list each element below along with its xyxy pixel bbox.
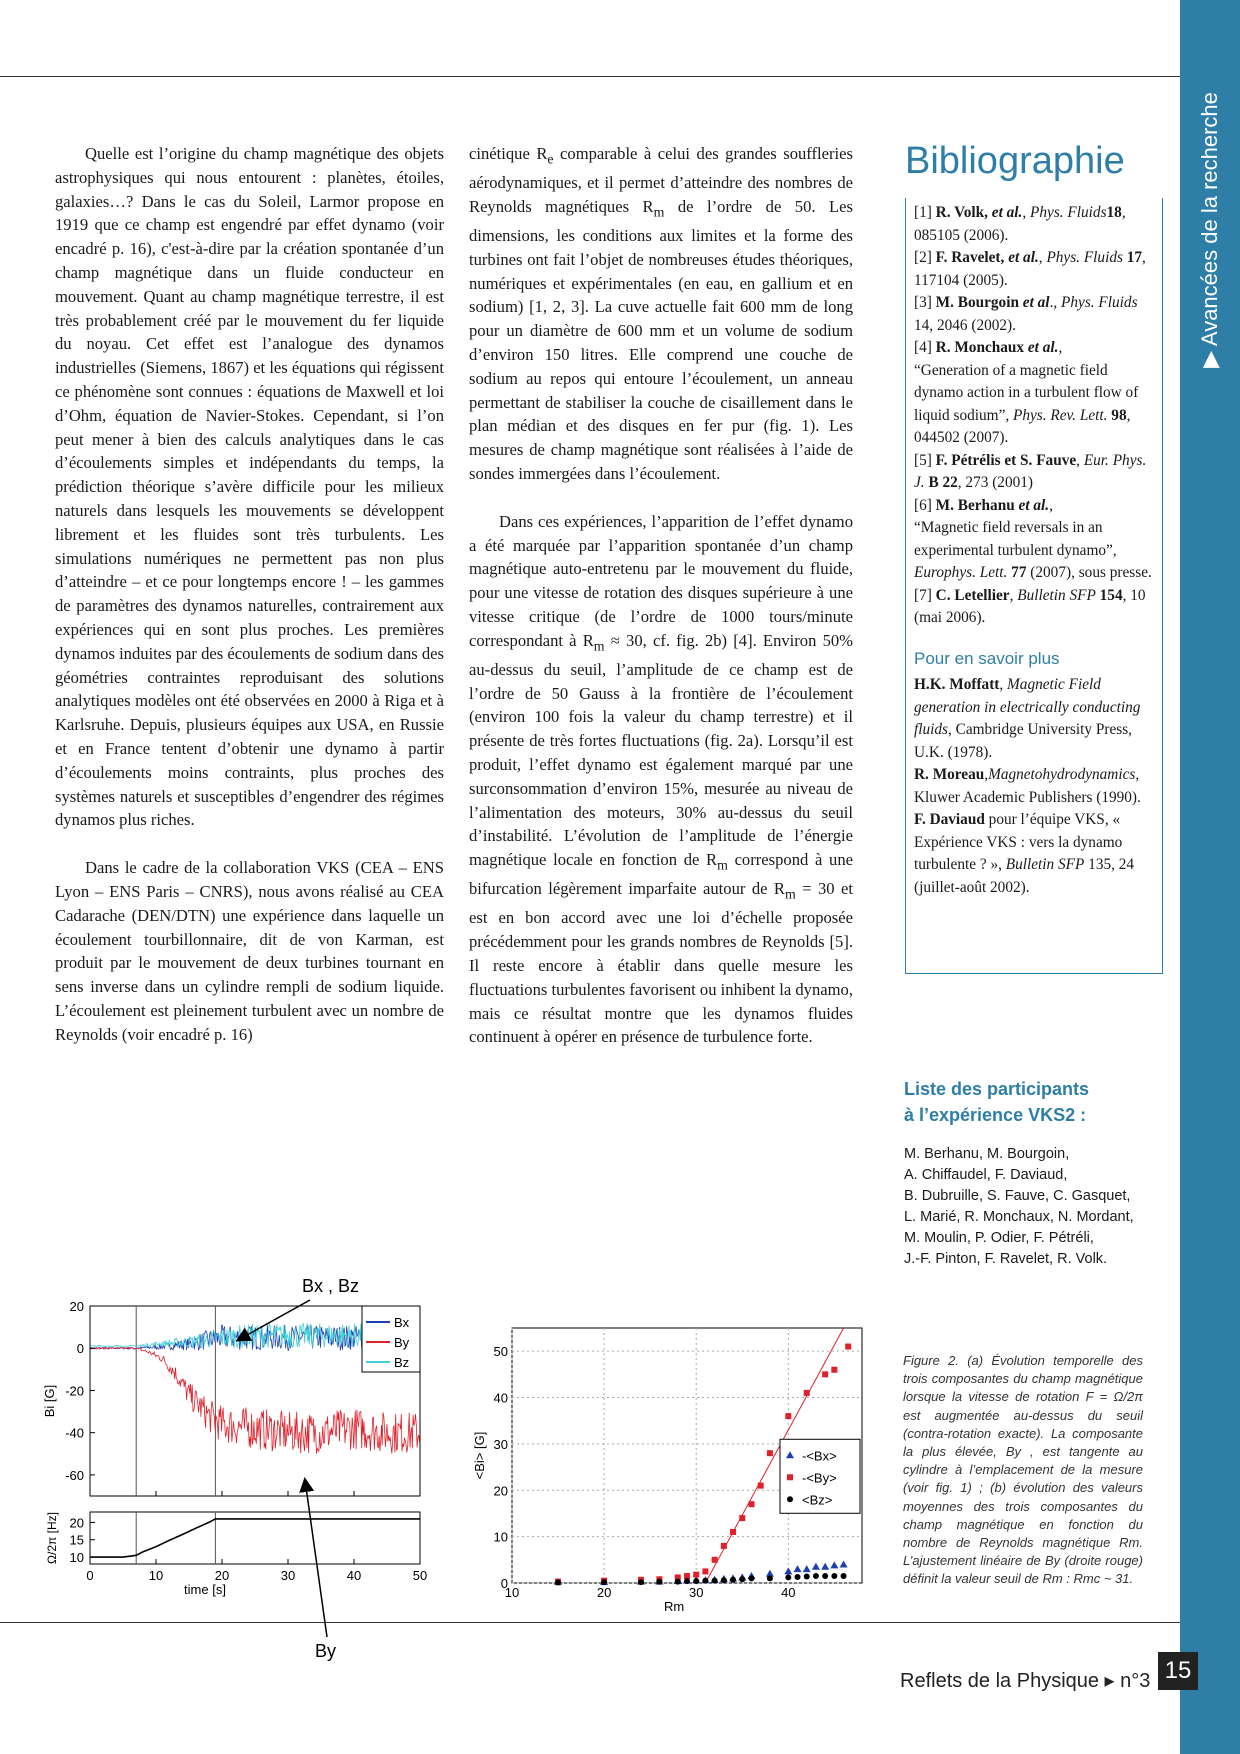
figure-2a (40, 1270, 460, 1670)
y-tick-label: 0 (500, 1576, 508, 1591)
data-point-by (693, 1572, 699, 1578)
paragraph: Dans ces expériences, l’apparition de l’effet dynamo a été marquée par l’apparition spontanée d’un champ magnétique auto-entretenu par le mouvement du fluide, pour une vitesse de rotation des disques supérieure à une vitesse critique (de l’ordre de 1000 tours/minute correspondant à $R_m \approx 30$, cf. fig. 2b) [4]. Environ 50% au-dessus du seuil, l’amplitude de ce champ est de l’ordre de 50 Gauss à la frontière de l’écoulement (environ 100 fois la valeur du champ terrestre) et il présente de très fortes fluctuations (fig. 2a). Lorsqu’il est produit, l’effet dynamo est également marqué par une surconsommation d’environ 15%, mesurée au niveau de l’alimentation des moteurs, 30% au-dessus du seuil d’instabilité. L’évolution de l’amplitude de l’énergie magnétique locale en fonction de $R_m$ correspond à une bifurcation légèrement imparfaite autour de $R_m = 30$ et est en bon accord avec une loi d’échelle proposée précédemment pour les grands nombres de Reynolds [5]. Il reste encore à établir dans quelle mesure les fluctuations turbulentes favorisent ou inhibent la dynamo, mais ce résultat montre que les dynamos fluides continuent à opérer en présence de turbulence forte. (469, 511, 853, 1047)
data-point-by (702, 1568, 708, 1574)
data-point-bz (712, 1578, 718, 1584)
journal-name: Reflets de la Physique ▸ n°3 (900, 1670, 1151, 1692)
x-tick-label: 0 (86, 1568, 94, 1583)
x-tick-label: 50 (412, 1568, 428, 1583)
y-tick-label: 50 (493, 1344, 508, 1360)
bib-entry: [3] M. Bourgoin et al., Phys. Fluids 14, 2046 (2002). (914, 294, 1138, 334)
y-axis-label: Bi [G] (42, 1384, 57, 1418)
bib-entry: [1] R. Volk, et al., Phys. Fluids18, 085105 (2006). (914, 204, 1126, 244)
x-tick-label: 30 (280, 1568, 296, 1583)
data-point-by (739, 1515, 745, 1521)
paragraph: cinétique $R_e$ comparable à celui des grandes souffleries aérodynamiques, et il permet d’atteindre des nombres de Reynolds magnétiques $R_m$ de l’ordre de 50. Les dimensions, les conditions aux limites et la forme des turbines ont fait l’objet de nombreuses études théoriques, numériques et expérimentales (en eau, en gallium et en sodium) [1, 2, 3]. La cuve actuelle fait 600 mm de long pour un diamètre de 600 mm et un volume de sodium d’environ 150 litres. Elle comprend une couche de sodium au repos qui entoure l’écoulement, un anneau permettant de stabiliser la couche de cisaillement dans le plan médian et des disques en fer pur (fig. 1). Les mesures de champ magnétique sont réalisées à l’aide de sondes immergées dans l’écoulement. (469, 144, 853, 483)
data-point-by (684, 1573, 690, 1579)
paragraph: Dans le cadre de la collaboration VKS (CEA – ENS Lyon – ENS Paris – CNRS), nous avons réalisé au CEA Cadarache (DEN/DTN) une expérience dans laquelle un écoulement tourbillonnaire, dit de von Karman, est produit par le mouvement de deux turbines tournant en sens inverse dans un cylindre rempli de sodium liquide. L’écoulement est pleinement turbulent avec un nombre de Reynolds (voir encadré p. 16) (55, 858, 444, 1044)
x-tick-label: 40 (346, 1568, 362, 1583)
bib-entry: [5] F. Pétrélis et S. Fauve, Eur. Phys. J. B 22, 273 (2001) (914, 451, 1147, 491)
data-point-bz (730, 1577, 736, 1583)
legend-label: Bz (394, 1355, 410, 1370)
legend-label: <Bz> (802, 1492, 833, 1508)
legend-label: By (394, 1335, 410, 1350)
legend-marker (787, 1496, 793, 1502)
data-point-bz (675, 1579, 681, 1585)
plot-frame (90, 1512, 420, 1564)
participant-line: J.-F. Pinton, F. Ravelet, R. Volk. (904, 1251, 1108, 1267)
x-tick-label: 10 (148, 1568, 164, 1583)
participant-line: A. Chiffaudel, F. Daviaud, (904, 1167, 1068, 1183)
data-point-bz (721, 1577, 727, 1583)
y-axis-label: <Bi> [G] (472, 1431, 487, 1480)
data-point-bz (822, 1573, 828, 1579)
y-axis-label: Ω/2π [Hz] (45, 1512, 59, 1564)
data-point-bz (841, 1573, 847, 1579)
more-reading-title: Pour en savoir plus (914, 648, 1060, 668)
data-point-bz (785, 1574, 791, 1580)
top-rule (0, 76, 1180, 77)
data-point-by (712, 1557, 718, 1563)
legend (362, 1306, 420, 1372)
figure-2b (470, 1320, 865, 1620)
data-point-bz (739, 1576, 745, 1582)
legend (780, 1439, 860, 1513)
x-axis-label: time [s] (184, 1582, 226, 1597)
data-point-by (804, 1390, 810, 1396)
y-tick-label: 20 (69, 1515, 84, 1531)
article-column-2 (469, 142, 853, 1049)
legend-marker (787, 1474, 793, 1480)
bibliography-title: Bibliographie (905, 140, 1125, 182)
bib-entry: [4] R. Monchaux et al., “Generation of a magnetic field dynamo action in a turbulent flow of liquid sodium”, Phys. Rev. Lett. 98, 044502 (2007). (914, 339, 1139, 446)
more-reading-entry: R. Moreau,Magnetohydrodynamics, Kluwer Academic Publishers (1990). (914, 766, 1141, 806)
legend-label: -<Bx> (802, 1448, 837, 1464)
more-reading-entry: F. Daviaud pour l’équipe VKS, « Expérience VKS : vers la dynamo turbulente ? », Bulletin SFP 135, 24 (juillet-août 2002). (914, 811, 1135, 896)
x-tick-label: 30 (688, 1585, 704, 1600)
data-point-by (758, 1483, 764, 1489)
data-point-by (767, 1450, 773, 1456)
data-point-bz (748, 1575, 754, 1581)
participant-line: M. Moulin, P. Odier, F. Pétréli, (904, 1230, 1094, 1246)
data-point-by (730, 1529, 736, 1535)
bib-entry: [2] F. Ravelet, et al., Phys. Fluids 17, 117104 (2005). (914, 249, 1146, 289)
data-point-by (845, 1344, 851, 1350)
article-column-1 (55, 142, 444, 1046)
data-point-bz (656, 1579, 662, 1585)
data-point-bz (813, 1573, 819, 1579)
x-tick-label: 20 (214, 1568, 230, 1583)
data-point-by (721, 1543, 727, 1549)
page-number: 15 (1158, 1652, 1198, 1690)
y-tick-label: 15 (69, 1532, 84, 1548)
data-point-bz (804, 1574, 810, 1580)
x-tick-label: 10 (504, 1585, 520, 1600)
data-point-bz (702, 1578, 708, 1584)
x-axis-label: Rm (663, 1599, 685, 1614)
data-point-bz (767, 1575, 773, 1581)
participant-line: B. Dubruille, S. Fauve, C. Gasquet, (904, 1188, 1131, 1204)
data-point-bz (831, 1573, 837, 1579)
y-tick-label: 30 (493, 1436, 508, 1452)
data-point-bz (555, 1580, 561, 1586)
side-label: ▶ Avancées de la recherche (1197, 92, 1222, 368)
bib-entry: [6] M. Berhanu et al., “Magnetic field reversals in an experimental turbulent dynamo”, Europhys. Lett. 77 (2007), sous presse. (914, 496, 1152, 581)
participants-title: Liste des participants à l’expérience VKS2 : (904, 1079, 1090, 1125)
data-point-bz (795, 1574, 801, 1580)
y-tick-label: 0 (76, 1341, 84, 1357)
bib-entry: [7] C. Letellier, Bulletin SFP 154, 10 (mai 2006). (914, 586, 1146, 626)
y-tick-label: -60 (65, 1467, 84, 1483)
annotation-bx-bz: Bx , Bz (302, 1276, 360, 1296)
participant-line: L. Marié, R. Monchaux, N. Mordant, (904, 1209, 1134, 1225)
data-point-by (748, 1501, 754, 1507)
legend-label: Bx (394, 1315, 410, 1330)
y-tick-label: -20 (65, 1383, 84, 1399)
paragraph: Quelle est l’origine du champ magnétique des objets astrophysiques qui nous entourent : planètes, étoiles, galaxies…? Dans le cas du Soleil, Larmor propose en 1919 que ce champ est engendré par effet dynamo (voir encadré p. 16), c'est-à-dire par la création spontanée d’un champ magnétique dans un fluide conducteur en mouvement. Quant au champ magnétique terrestre, il est très probablement créé par le mouvement du fer liquide du noyau. Cet effet est l’analogue des dynamos industrielles (Siemens, 1867) et les équations qui régissent ce phénomène sont connues : équations de Maxwell et loi d’Ohm, équation de Navier-Stokes. Cependant, si l’on peut mener à bien des calculs analytiques dans le cas d’écoulements simples et indépendants du temps, la prédiction théorique s’avère difficile pour les milieux naturels dans lesquels les mouvements se développent librement et les fluides sont très turbulents. Les simulations numériques ne permettent pas non plus d’atteindre – et ce pour longtemps encore ! – les gammes de paramètres des dynamos naturelles, contrairement aux expériences qui en sont plus proches. Les premières dynamos induites par des écoulements de sodium dans des géométries contraintes reproduisant des solutions analytiques modèles ont été observées en 2000 à Riga et à Karlsruhe. Depuis, plusieurs équipes aux USA, en Russie et en France tentent d’obtenir une dynamo à partir d’écoulements moins contraints, plus proches des systèmes naturels et susceptibles d’engendrer des régimes dynamos plus riches. (55, 144, 444, 830)
bibliography-list (914, 202, 1154, 899)
data-point-by (785, 1413, 791, 1419)
y-tick-label: 10 (493, 1529, 508, 1545)
y-tick-label: 20 (69, 1299, 84, 1314)
participants-list (904, 1144, 1174, 1270)
participant-line: M. Berhanu, M. Bourgoin, (904, 1146, 1070, 1162)
y-tick-label: -40 (65, 1425, 84, 1441)
bottom-rule (0, 1622, 1180, 1623)
x-tick-label: 40 (781, 1585, 796, 1600)
more-reading-entry: H.K. Moffatt, Magnetic Field generation in electrically conducting fluids, Cambridge University Press, U.K. (1978). (914, 676, 1141, 761)
annotation-by: By (315, 1641, 337, 1661)
data-point-bz (693, 1578, 699, 1584)
data-point-bz (684, 1578, 690, 1584)
y-tick-label: 20 (493, 1483, 508, 1499)
y-tick-label: 10 (69, 1550, 84, 1566)
data-point-by (831, 1367, 837, 1373)
data-point-by (822, 1371, 828, 1377)
figure-caption: Figure 2. (a) Évolution temporelle des trois composantes du champ magnétique lorsque la vitesse de rotation F = Ω/2π est augmentée au-dessus du seuil (contra-rotation exacte). La composante la plus élevée, By , est tangente au cylindre à l’emplacement de la mesure (voir fig. 1) ; (b) évolution des valeurs moyennes des trois composantes du champ magnétique en fonction du nombre de Reynolds magnétique Rm. L’ajustement linéaire de By (droite rouge) définit la valeur seuil de Rm : Rmc ~ 31. (903, 1353, 1143, 1587)
bibliography-box (905, 198, 1163, 974)
data-point-bz (638, 1579, 644, 1585)
y-tick-label: 40 (493, 1390, 508, 1406)
x-tick-label: 20 (596, 1585, 612, 1600)
legend-label: -<By> (802, 1470, 837, 1486)
